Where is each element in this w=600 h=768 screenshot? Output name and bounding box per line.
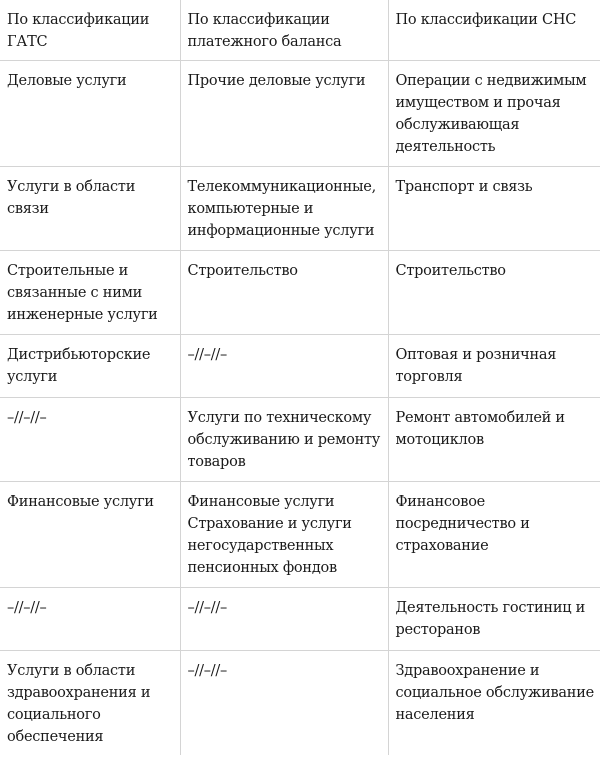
cell-balance-of-payments: Прочие деловые услуги — [180, 61, 388, 167]
cell-gats: Деловые услуги — [0, 61, 180, 167]
cell-gats: –//–//– — [0, 398, 180, 482]
table-row — [0, 251, 600, 335]
cell-sns: Транспорт и связь — [388, 167, 600, 251]
header-gats: По классификации ГАТС — [0, 0, 180, 61]
table-row — [0, 588, 600, 651]
cell-sns: Здравоохранение и социальное обслуживание населения — [395, 663, 594, 723]
cell-gats: Финансовые услуги — [0, 482, 180, 588]
table-row — [0, 398, 600, 482]
cell-gats: Услуги в области здравоохранения и социального обеспечения — [0, 651, 180, 756]
cell-gats: –//–//– — [0, 588, 180, 651]
cell-balance-of-payments: –//–//– — [180, 588, 388, 651]
cell-gats: Дистрибьюторские услуги — [0, 335, 180, 398]
cell-sns: Деятельность гостиниц и ресторанов — [388, 588, 600, 651]
cell-sns: Финансовое посредничество и страхование — [388, 482, 600, 588]
table-row — [0, 61, 600, 167]
cell-balance-of-payments: Телекоммуникационные, компьютерные и информационные услуги — [180, 167, 388, 251]
cell-sns: Оптовая и розничная торговля — [388, 335, 600, 398]
table-row — [0, 482, 600, 588]
cell-balance-of-payments: Услуги по техническому обслуживанию и ремонту товаров — [180, 398, 388, 482]
cell-gats: Строительные и связанные с ними инженерные услуги — [0, 251, 180, 335]
cell-sns: Операции с недвижимым имуществом и прочая обслуживающая деятельность — [388, 61, 600, 167]
cell-gats: Услуги в области связи — [0, 167, 180, 251]
header-balance-of-payments: По классификации платежного баланса — [180, 0, 388, 61]
cell-balance-of-payments: –//–//– — [180, 335, 388, 398]
table-row — [0, 167, 600, 251]
header-sns: По классификации СНС — [388, 0, 600, 61]
cell-balance-of-payments: –//–//– — [180, 651, 388, 756]
cell-sns: Ремонт автомобилей и мотоциклов — [388, 398, 600, 482]
cell-sns: Строительство — [388, 251, 600, 335]
cell-balance-of-payments: Финансовые услуги Страхование и услуги негосударственных пенсионных фондов — [180, 482, 388, 588]
table-row — [0, 651, 600, 756]
header-row — [0, 0, 600, 61]
table-row — [0, 335, 600, 398]
cell-balance-of-payments: Строительство — [180, 251, 388, 335]
